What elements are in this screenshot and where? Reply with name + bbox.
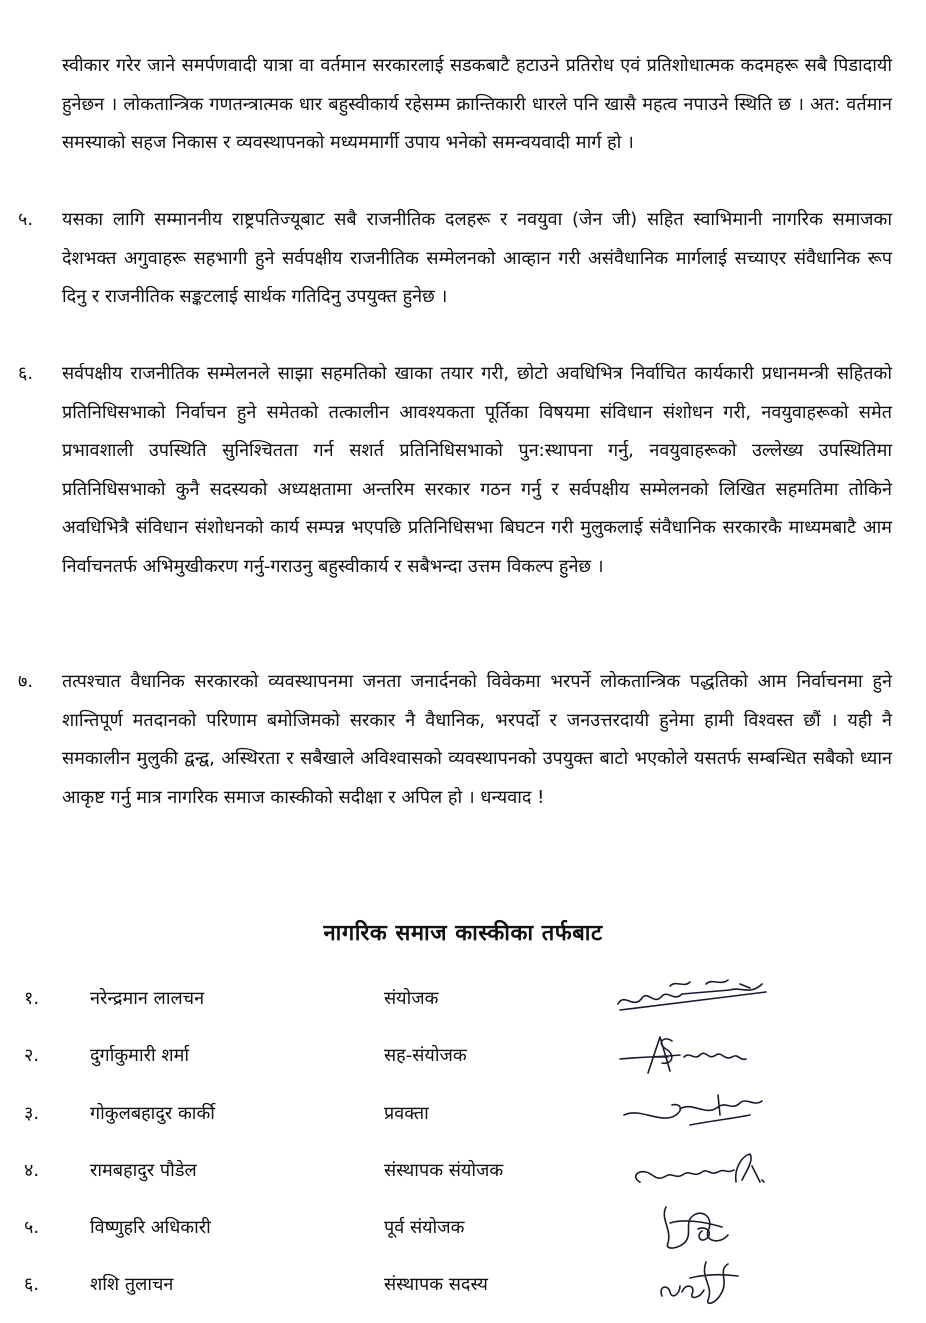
- item-text: यसका लागि सम्माननीय राष्ट्रपतिज्यूबाट सबै राजनीतिक दलहरू र नवयुवा (जेन जी) सहित स्वाभिमानी नागरिक समाजका देशभक्त अगुवाहरू सहभागी हुने सर्वपक्षीय राजनीतिक सम्मेलनको आव्हान गरी असंवैधानिक मार्गलाई सच्याएर संवैधानिक रूप दिनु र राजनीतिक सङ्कटलाई सार्थक गतिदिनु उपयुक्त हुनेछ ।: [62, 209, 892, 307]
- item-number: ७.: [18, 671, 34, 692]
- signatory-role: सह-संयोजक: [384, 1045, 467, 1066]
- item-text: सर्वपक्षीय राजनीतिक सम्मेलनले साझा सहमतिको खाका तयार गरी, छोटो अवधिभित्र निर्वाचित कार्यकारी प्रधानमन्त्री सहितको प्रतिनिधिसभाको निर्वाचन हुने समेतको तत्कालीन आवश्यकता पूर्तिका विषयमा संविधान संशोधन गरी, नवयुवाहरूको समेत प्रभावशाली उपस्थिति सुनिश्चितता गर्न सशर्त प्रतिनिधिसभाको पुन:स्थापना गर्नु, नवयुवाहरूको उल्लेख्य उपस्थितिमा प्रतिनिधिसभाको कुनै सदस्यको अध्यक्षतामा अन्तरिम सरकार गठन गर्नु र सर्वपक्षीय सम्मेलनको लिखित सहमतिमा तोकिने अवधिभित्रै संविधान संशोधनको कार्य सम्पन्न भएपछि प्रतिनिधिसभा बिघटन गरी मुलुकलाई संवैधानिक सरकारकै माध्यमबाटै आम निर्वाचनतर्फ अभिमुखीकरण गर्नु-गराउनु बहुस्वीकार्य र सबैभन्दा उत्तम विकल्प हुनेछ ।: [62, 363, 892, 577]
- signatory-number: २.: [24, 1045, 40, 1066]
- signatory-number: ४.: [24, 1160, 40, 1181]
- signatory-role: संयोजक: [384, 988, 439, 1009]
- signatory-name: विष्णुहरि अधिकारी: [90, 1217, 211, 1238]
- item-number: ६.: [18, 363, 34, 384]
- signatory-row: [0, 1085, 926, 1141]
- signatory-row: [0, 1199, 926, 1255]
- signatory-number: ५.: [24, 1217, 40, 1238]
- signature-mark: [610, 1142, 780, 1198]
- signatory-role: पूर्व संयोजक: [384, 1217, 465, 1238]
- signatory-row: [0, 1256, 926, 1312]
- opening-paragraph: स्वीकार गरेर जाने समर्पणवादी यात्रा वा वर्तमान सरकारलाई सडकबाटै हटाउने प्रतिरोध एवं प्रतिशोधात्मक कदमहरू सबै पिडादायी हुनेछन । लोकतान्त्रिक गणतन्त्रात्मक धार बहुस्वीकार्य रहेसम्म क्रान्तिकारी धारले पनि खासै महत्व नपाउने स्थिति छ । अत: वर्तमान समस्याको सहज निकास र व्यवस्थापनको मध्यममार्गी उपाय भनेको समन्वयवादी मार्ग हो ।: [62, 55, 892, 153]
- signature-mark: [610, 1085, 780, 1141]
- signatory-name: नरेन्द्रमान लालचन: [90, 988, 205, 1009]
- signatory-role: प्रवक्ता: [384, 1103, 429, 1124]
- signature-heading: नागरिक समाज कास्कीका तर्फबाट: [323, 921, 603, 946]
- item-number: ५.: [18, 209, 34, 230]
- signatory-name: शशि तुलाचन: [90, 1274, 174, 1295]
- signature-mark: [610, 1256, 780, 1312]
- signatory-name: रामबहादुर पौडेल: [90, 1160, 197, 1181]
- signatory-row: [0, 1027, 926, 1083]
- signatory-number: १.: [24, 988, 40, 1009]
- signatory-row: [0, 1142, 926, 1198]
- signatory-number: ३.: [24, 1103, 40, 1124]
- signatory-name: गोकुलबहादुर कार्की: [90, 1103, 215, 1124]
- signatory-role: संस्थापक संयोजक: [384, 1160, 504, 1181]
- signature-mark: [610, 970, 780, 1026]
- signatory-number: ६.: [24, 1274, 40, 1295]
- signatory-name: दुर्गाकुमारी शर्मा: [90, 1045, 190, 1066]
- signature-mark: [610, 1199, 780, 1255]
- signatory-row: [0, 970, 926, 1026]
- item-text: तत्पश्चात वैधानिक सरकारको व्यवस्थापनमा जनता जनार्दनको विवेकमा भरपर्ने लोकतान्त्रिक पद्धतिको आम निर्वाचनमा हुने शान्तिपूर्ण मतदानको परिणाम बमोजिमको सरकार नै वैधानिक, भरपर्दो र जनउत्तरदायी हुनेमा हामी विश्वस्त छौं । यही नै समकालीन मुलुकी द्वन्द्व, अस्थिरता र सबैखाले अविश्वासको व्यवस्थापनको उपयुक्त बाटो भएकोले यसतर्फ सम्बन्धित सबैको ध्यान आकृष्ट गर्नु मात्र नागरिक समाज कास्कीको सदीक्षा र अपिल हो । धन्यवाद !: [62, 671, 892, 808]
- signatory-role: संस्थापक सदस्य: [384, 1274, 488, 1295]
- signature-mark: [610, 1027, 780, 1083]
